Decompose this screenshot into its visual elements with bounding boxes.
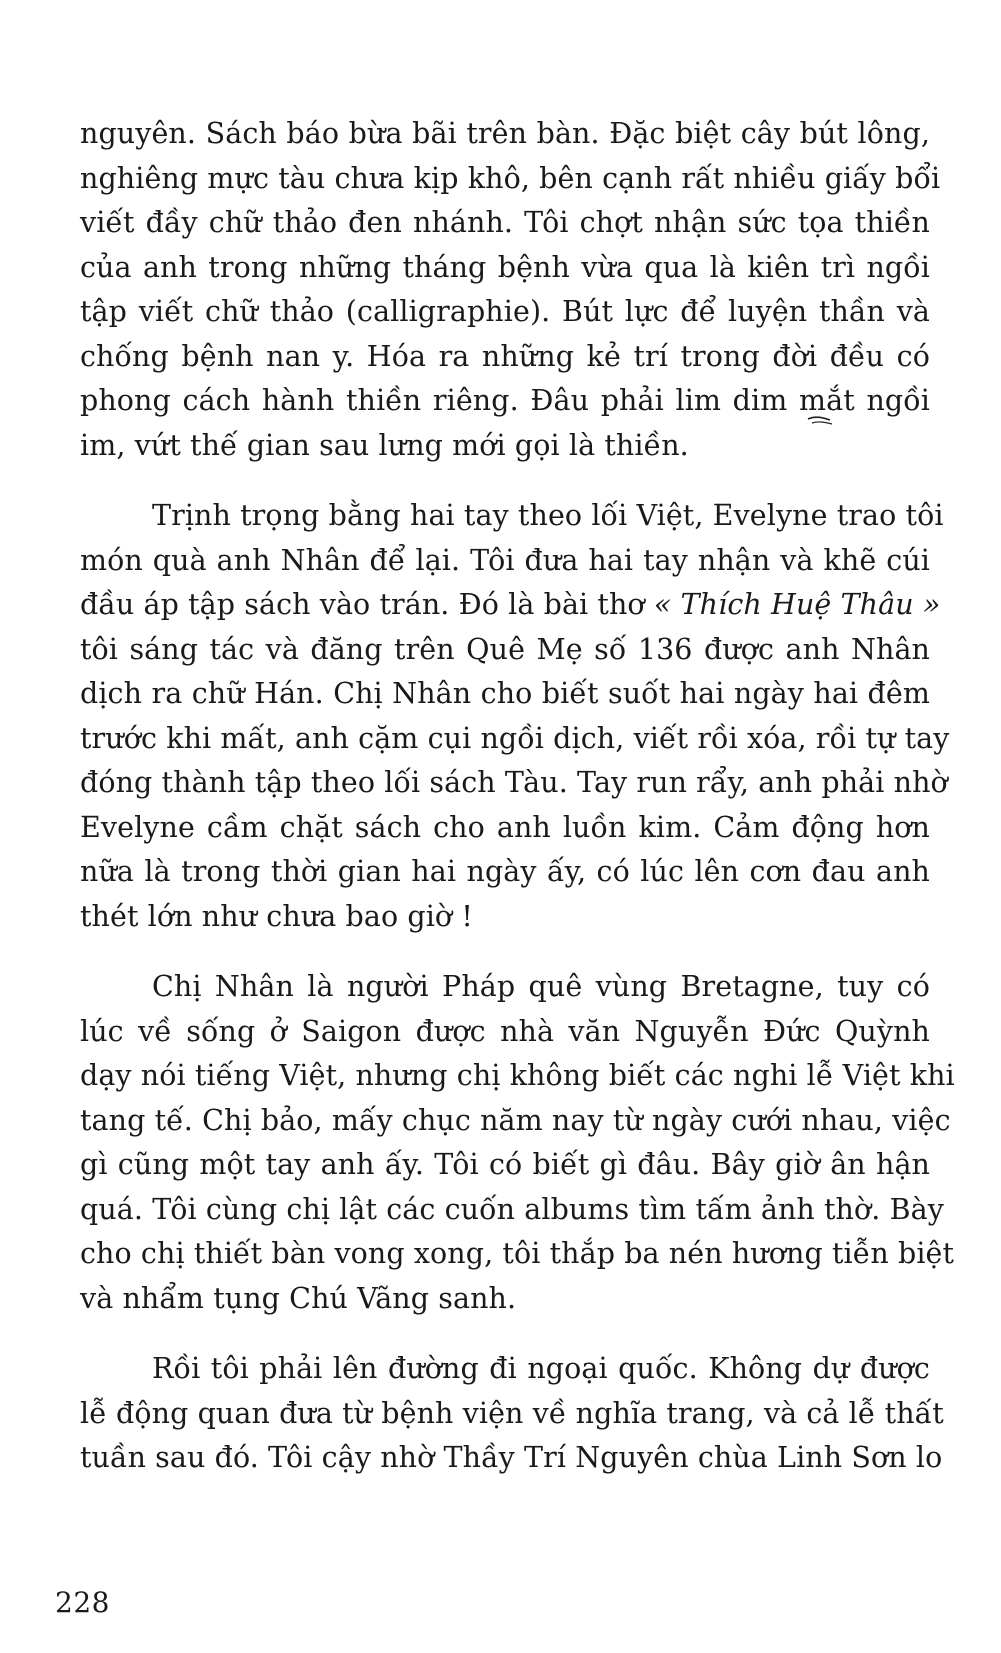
text-line: gì cũng một tay anh ấy. Tôi có biết gì đâu. Bây giờ ân hận	[80, 1148, 930, 1181]
paragraph-2	[80, 494, 950, 939]
text-line: và nhẩm tụng Chú Vãng sanh.	[80, 1281, 517, 1315]
body-text	[80, 112, 955, 1481]
text-line: chống bệnh nan y. Hóa ra những kẻ trí trong đời đều có	[80, 339, 930, 373]
text-line: quá. Tôi cùng chị lật các cuốn albums tìm tấm ảnh thờ. Bày	[80, 1192, 944, 1226]
text-line: tập viết chữ thảo (calligraphie). Bút lực để luyện thần và	[80, 295, 930, 328]
text-line: tang tế. Chị bảo, mấy chục năm nay từ ngày cưới nhau, việc	[80, 1103, 951, 1137]
paragraph-gap	[80, 939, 930, 965]
paragraph-gap	[80, 468, 930, 494]
text-line: viết đầy chữ thảo đen nhánh. Tôi chợt nhận sức tọa thiền	[80, 206, 930, 239]
text-line: phong cách hành thiền riêng. Đâu phải lim dim mắt ngồi	[80, 384, 930, 417]
text-line: cho chị thiết bàn vong xong, tôi thắp ba nén hương tiễn biệt	[80, 1237, 955, 1270]
text-line: lúc về sống ở Saigon được nhà văn Nguyễn Đức Quỳnh	[80, 1014, 930, 1048]
text-line: nghiêng mực tàu chưa kịp khô, bên cạnh rất nhiều giấy bổi	[80, 161, 941, 195]
text-line-part: đầu áp tập sách vào trán. Đó là bài thơ	[80, 588, 645, 621]
poem-title: « Thích Huệ Thâu »	[653, 588, 941, 621]
text-line: nữa là trong thời gian hai ngày ấy, có lúc lên cơn đau anh	[80, 855, 930, 888]
text-line: tuần sau đó. Tôi cậy nhờ Thầy Trí Nguyên chùa Linh Sơn lo	[80, 1441, 943, 1474]
text-line: nguyên. Sách báo bừa bãi trên bàn. Đặc biệt cây bút lông,	[80, 117, 930, 150]
text-line: món quà anh Nhân để lại. Tôi đưa hai tay nhận và khẽ cúi	[80, 543, 930, 577]
text-line-with-title	[80, 583, 941, 628]
page-number: 228	[55, 1586, 110, 1619]
text-line: thét lớn như chưa bao giờ !	[80, 899, 473, 933]
text-line: Chị Nhân là người Pháp quê vùng Bretagne, tuy có	[152, 970, 930, 1003]
paragraph-3	[80, 965, 955, 1321]
text-line: dạy nói tiếng Việt, nhưng chị không biết các nghi lễ Việt khi	[80, 1059, 955, 1092]
text-line: Evelyne cầm chặt sách cho anh luồn kim. Cảm động hơn	[80, 810, 930, 844]
text-line: của anh trong những tháng bệnh vừa qua là kiên trì ngồi	[80, 250, 930, 284]
text-line: Rồi tôi phải lên đường đi ngoại quốc. Không dự được	[152, 1352, 930, 1385]
paragraph-gap	[80, 1321, 930, 1347]
text-line: dịch ra chữ Hán. Chị Nhân cho biết suốt hai ngày hai đêm	[80, 677, 930, 710]
text-line: lễ động quan đưa từ bệnh viện về nghĩa trang, và cả lễ thất	[80, 1396, 944, 1430]
pen-stroke-mark	[806, 413, 834, 427]
text-line: im, vứt thế gian sau lưng mới gọi là thiền.	[80, 428, 689, 462]
paragraph-4	[80, 1347, 944, 1481]
text-line: trước khi mất, anh cặm cụi ngồi dịch, viết rồi xóa, rồi tự tay	[80, 721, 950, 755]
text-line: đóng thành tập theo lối sách Tàu. Tay run rẩy, anh phải nhờ	[80, 766, 948, 799]
text-line: tôi sáng tác và đăng trên Quê Mẹ số 136 được anh Nhân	[80, 632, 930, 666]
paragraph-1	[80, 112, 941, 468]
text-line: Trịnh trọng bằng hai tay theo lối Việt, Evelyne trao tôi	[152, 499, 944, 532]
